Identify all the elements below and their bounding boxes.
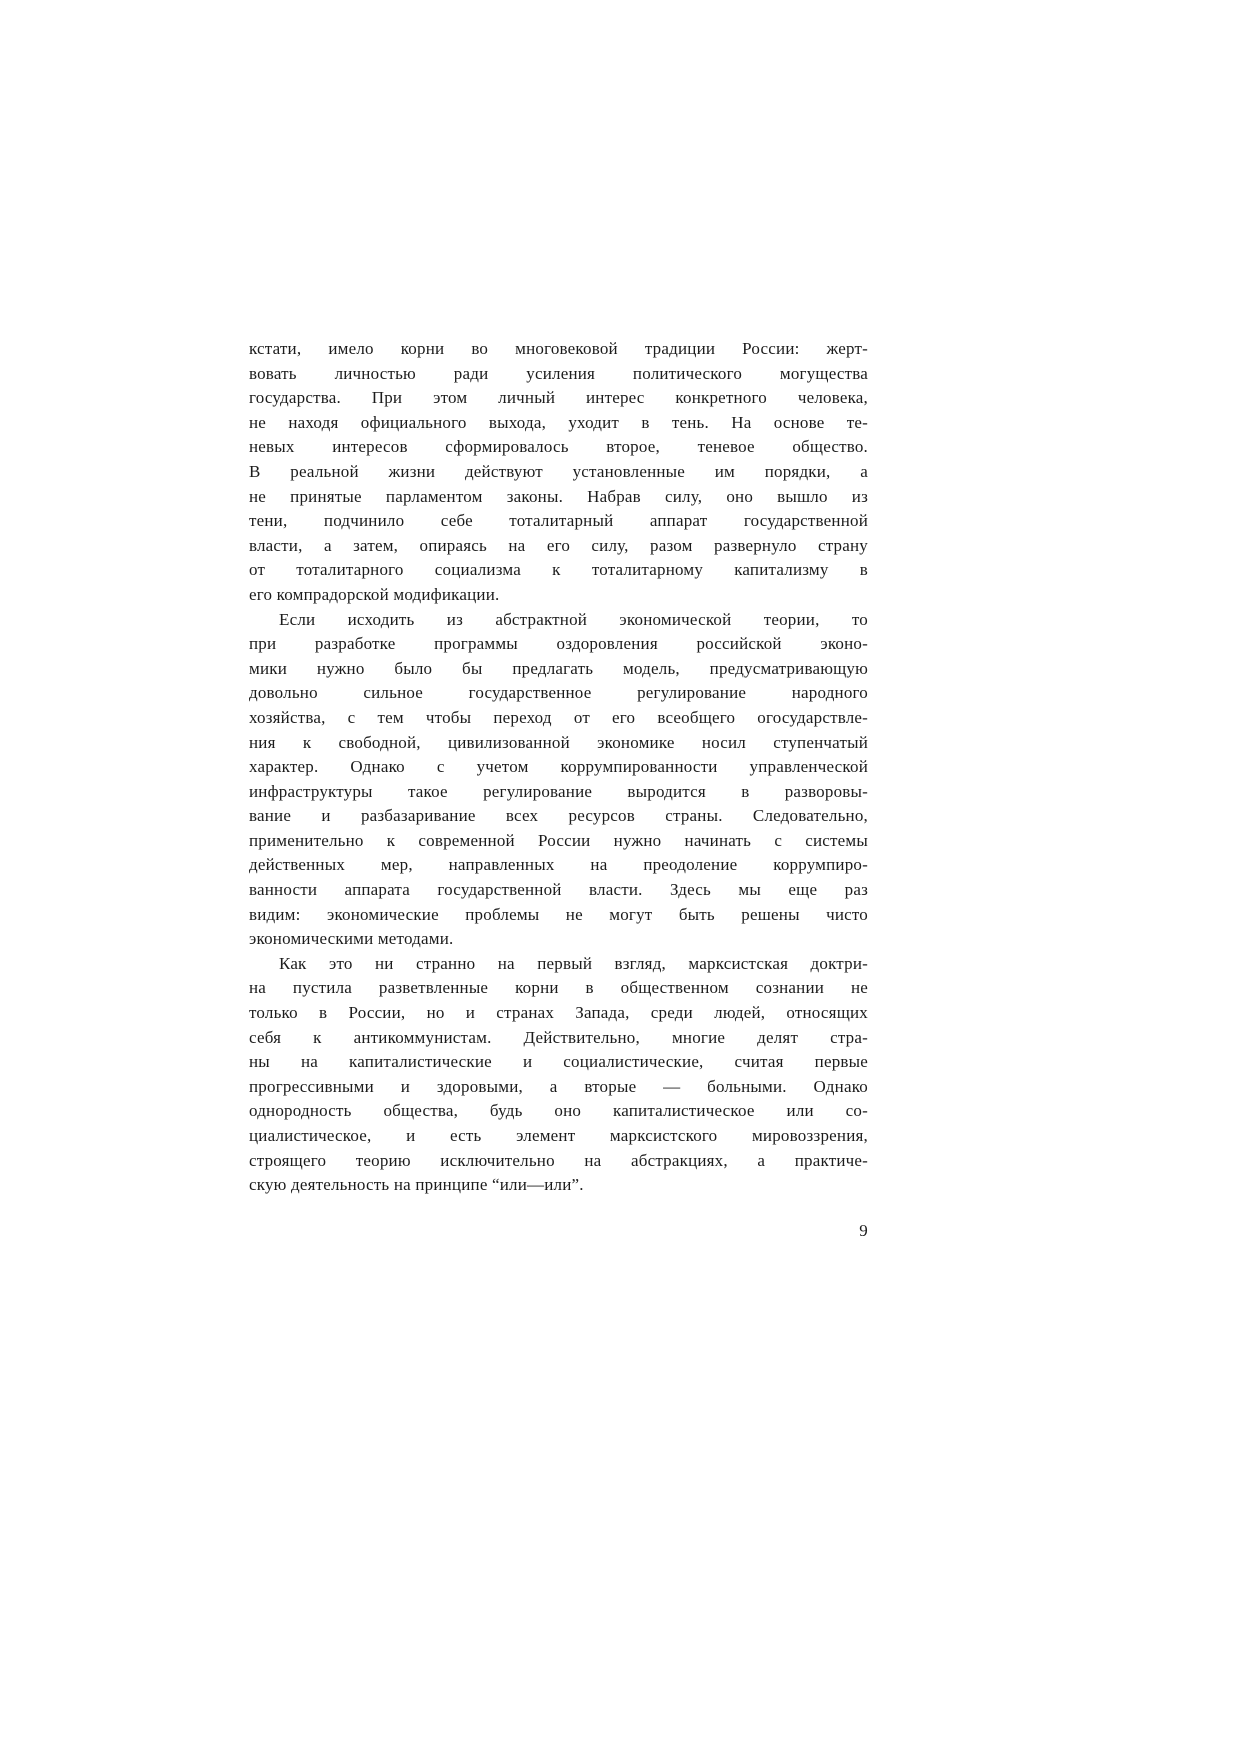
- text-line: циалистическое, и есть элемент марксистского мировоззрения,: [249, 1126, 868, 1145]
- text-line: ванности аппарата государственной власти. Здесь мы еще раз: [249, 880, 868, 900]
- text-line: невых интересов сформировалось второе, теневое общество.: [249, 437, 868, 457]
- text-line: на пустила разветвленные корни в общественном сознании не: [249, 978, 868, 998]
- text-line: не принятые парламентом законы. Набрав силу, оно вышло из: [249, 486, 868, 506]
- text-line: только в России, но и странах Запада, среди людей, относящих: [249, 1003, 868, 1023]
- paragraph-2: [249, 608, 868, 952]
- text-line: хозяйства, с тем чтобы переход от его всеобщего огосударствле-: [249, 707, 868, 727]
- text-line: власти, а затем, опираясь на его силу, разом развернуло страну: [249, 535, 868, 555]
- text-line: действенных мер, направленных на преодоление коррумпиро-: [249, 855, 868, 875]
- text-line: однородность общества, будь оно капиталистическое или со-: [249, 1101, 868, 1121]
- text-line: ния к свободной, цивилизованной экономике носил ступенчатый: [249, 732, 868, 752]
- text-line: не находя официального выхода, уходит в тень. На основе те-: [249, 412, 868, 432]
- text-line: себя к антикоммунистам. Действительно, многие делят стра-: [249, 1027, 868, 1047]
- text-line: видим: экономические проблемы не могут быть решены чисто: [249, 904, 868, 924]
- text-line: при разработке программы оздоровления российской эконо-: [249, 634, 868, 654]
- text-line: характер. Однако с учетом коррумпированности управленческой: [249, 757, 868, 777]
- text-line: строящего теорию исключительно на абстракциях, а практиче-: [249, 1150, 868, 1170]
- text-line: вание и разбазаривание всех ресурсов страны. Следовательно,: [249, 806, 868, 826]
- text-line: скую деятельность на принципе “или—или”.: [249, 1175, 584, 1195]
- text-line: его компрадорской модификации.: [249, 584, 500, 604]
- text-line: Если исходить из абстрактной экономической теории, то: [279, 609, 868, 629]
- text-line: мики нужно было бы предлагать модель, предусматривающую: [249, 658, 868, 678]
- text-line: ны на капиталистические и социалистические, считая первые: [249, 1052, 868, 1072]
- text-line: Как это ни странно на первый взгляд, марксистская доктри-: [279, 953, 868, 973]
- text-line: государства. При этом личный интерес конкретного человека,: [249, 388, 868, 408]
- paragraph-1: [249, 337, 868, 608]
- text-line: тени, подчинило себе тоталитарный аппарат государственной: [249, 511, 868, 531]
- text-line: довольно сильное государственное регулирование народного: [249, 683, 868, 703]
- text-line: инфраструктуры такое регулирование выродится в разворовы-: [249, 781, 868, 801]
- text-line: вовать личностью ради усиления политического могущества: [249, 363, 868, 383]
- page-number: 9: [859, 1220, 868, 1240]
- text-line: от тоталитарного социализма к тоталитарному капитализму в: [249, 560, 868, 580]
- text-block: [249, 337, 868, 1243]
- paragraph-3: [249, 952, 868, 1198]
- text-line: прогрессивными и здоровыми, а вторые — больными. Однако: [249, 1076, 868, 1096]
- text-line: применительно к современной России нужно начинать с системы: [249, 830, 868, 850]
- text-line: экономическими методами.: [249, 929, 454, 949]
- text-line: В реальной жизни действуют установленные им порядки, а: [249, 461, 868, 481]
- text-line: кстати, имело корни во многовековой традиции России: жерт-: [249, 339, 868, 358]
